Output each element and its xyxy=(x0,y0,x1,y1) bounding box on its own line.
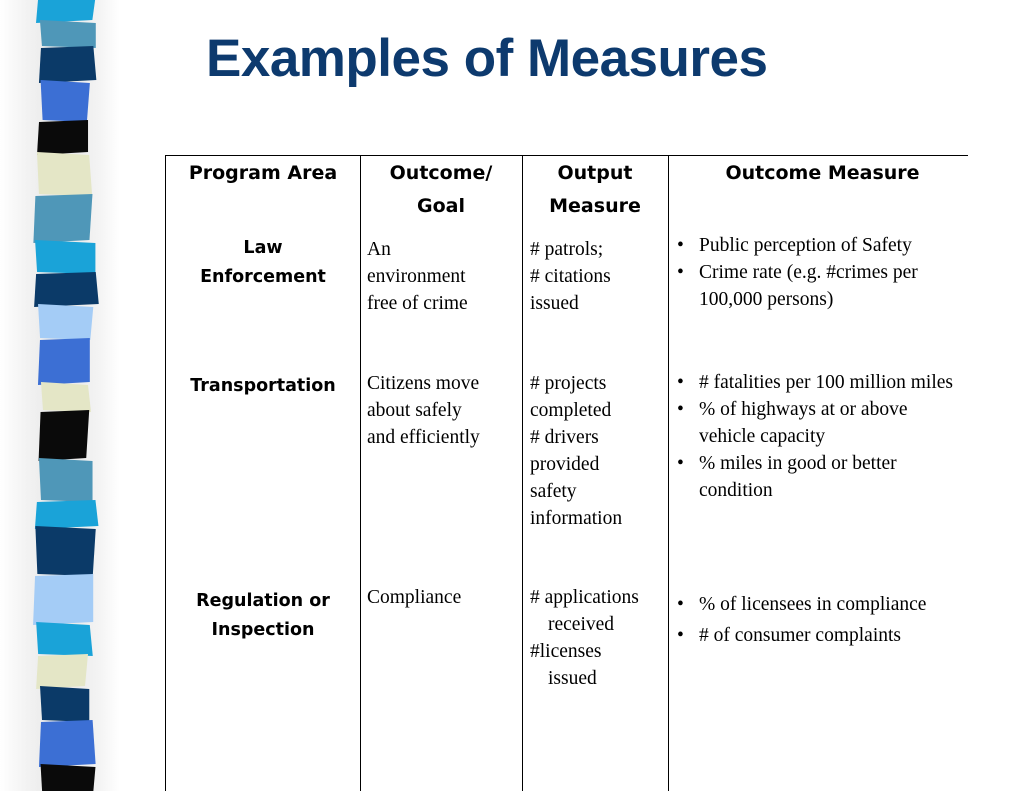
row-law-enforcement-area xyxy=(168,234,358,292)
row-transportation-measures xyxy=(672,369,962,504)
measure-item: • # of consumer complaints xyxy=(672,622,972,649)
stripe-segment xyxy=(41,80,90,122)
stripe-segment xyxy=(39,410,90,461)
header-outcome-goal-line2: Goal xyxy=(417,195,465,217)
row-regulation-goal: Compliance xyxy=(367,587,462,608)
stripe-segment xyxy=(37,120,88,155)
bullet-icon: • xyxy=(677,399,684,420)
table-col-divider-1 xyxy=(165,155,166,791)
row-transportation-output: # projects completed # drivers provided safety information xyxy=(530,373,623,529)
row-law-enforcement-measures xyxy=(672,232,972,313)
header-output-measure xyxy=(524,157,666,223)
stripe-segment xyxy=(35,526,95,576)
table-col-divider-4 xyxy=(668,155,669,791)
header-output-measure-line2: Measure xyxy=(549,195,641,217)
stripe-segment xyxy=(41,382,91,412)
bullet-icon: • xyxy=(677,453,684,474)
stripe-segment xyxy=(36,622,93,656)
stripe-segment xyxy=(33,574,93,625)
measure-item: • Public perception of Safety xyxy=(672,232,972,259)
measure-item: • % of highways at or above vehicle capacity xyxy=(672,396,962,450)
bullet-icon: • xyxy=(677,594,684,615)
measure-item: • % miles in good or better condition xyxy=(672,450,962,504)
stripe-segment xyxy=(35,500,99,529)
stripe-segment xyxy=(39,458,93,502)
row-regulation-output: # applications received #licenses issued xyxy=(530,587,639,689)
row-law-enforcement-goal: An environment free of crime xyxy=(367,239,468,314)
row-law-enforcement-output: # patrols; # citations issued xyxy=(530,239,611,314)
stripe-segment xyxy=(37,152,92,196)
stripe-segment xyxy=(38,304,93,340)
area-line1: Law xyxy=(243,238,283,258)
header-program-area: Program Area xyxy=(188,162,338,184)
decorative-stripe xyxy=(0,0,120,791)
area-line2: Enforcement xyxy=(200,267,326,287)
table-col-divider-2 xyxy=(360,155,361,791)
header-output-measure-line1: Output xyxy=(557,162,633,184)
stripe-segment xyxy=(41,764,96,791)
stripe-segment xyxy=(40,686,89,722)
row-transportation-goal: Citizens move about safely and efficiently xyxy=(367,373,480,448)
measure-item: • # fatalities per 100 million miles xyxy=(672,369,962,396)
header-outcome-goal xyxy=(362,157,520,223)
header-outcome-goal-line1: Outcome/ xyxy=(389,162,493,184)
measure-item: • Crime rate (e.g. #crimes per 100,000 persons) xyxy=(672,259,972,313)
area-line1: Regulation or xyxy=(196,591,330,611)
stripe-segment xyxy=(34,272,99,307)
row-regulation-area xyxy=(168,587,358,645)
stripe-segment xyxy=(39,46,96,83)
stripe-segment xyxy=(39,720,96,767)
header-outcome-measure: Outcome Measure xyxy=(725,162,920,184)
area-line1: Transportation xyxy=(190,376,336,396)
bullet-icon: • xyxy=(677,625,684,646)
row-regulation-measures xyxy=(672,591,972,649)
table-col-divider-3 xyxy=(522,155,523,791)
page-title: Examples of Measures xyxy=(206,29,768,88)
stripe-segment xyxy=(36,0,95,23)
bullet-icon: • xyxy=(677,372,684,393)
stripe-segment xyxy=(35,240,95,274)
stripe-segment xyxy=(36,654,88,689)
table-top-border xyxy=(165,155,968,156)
stripe-segment xyxy=(40,20,96,48)
row-transportation-area xyxy=(168,372,358,401)
stripe-segment xyxy=(38,338,90,385)
area-line2: Inspection xyxy=(211,620,315,640)
bullet-icon: • xyxy=(677,262,684,283)
stripe-segment xyxy=(33,194,92,243)
measure-item: • % of licensees in compliance xyxy=(672,591,972,618)
bullet-icon: • xyxy=(677,235,684,256)
